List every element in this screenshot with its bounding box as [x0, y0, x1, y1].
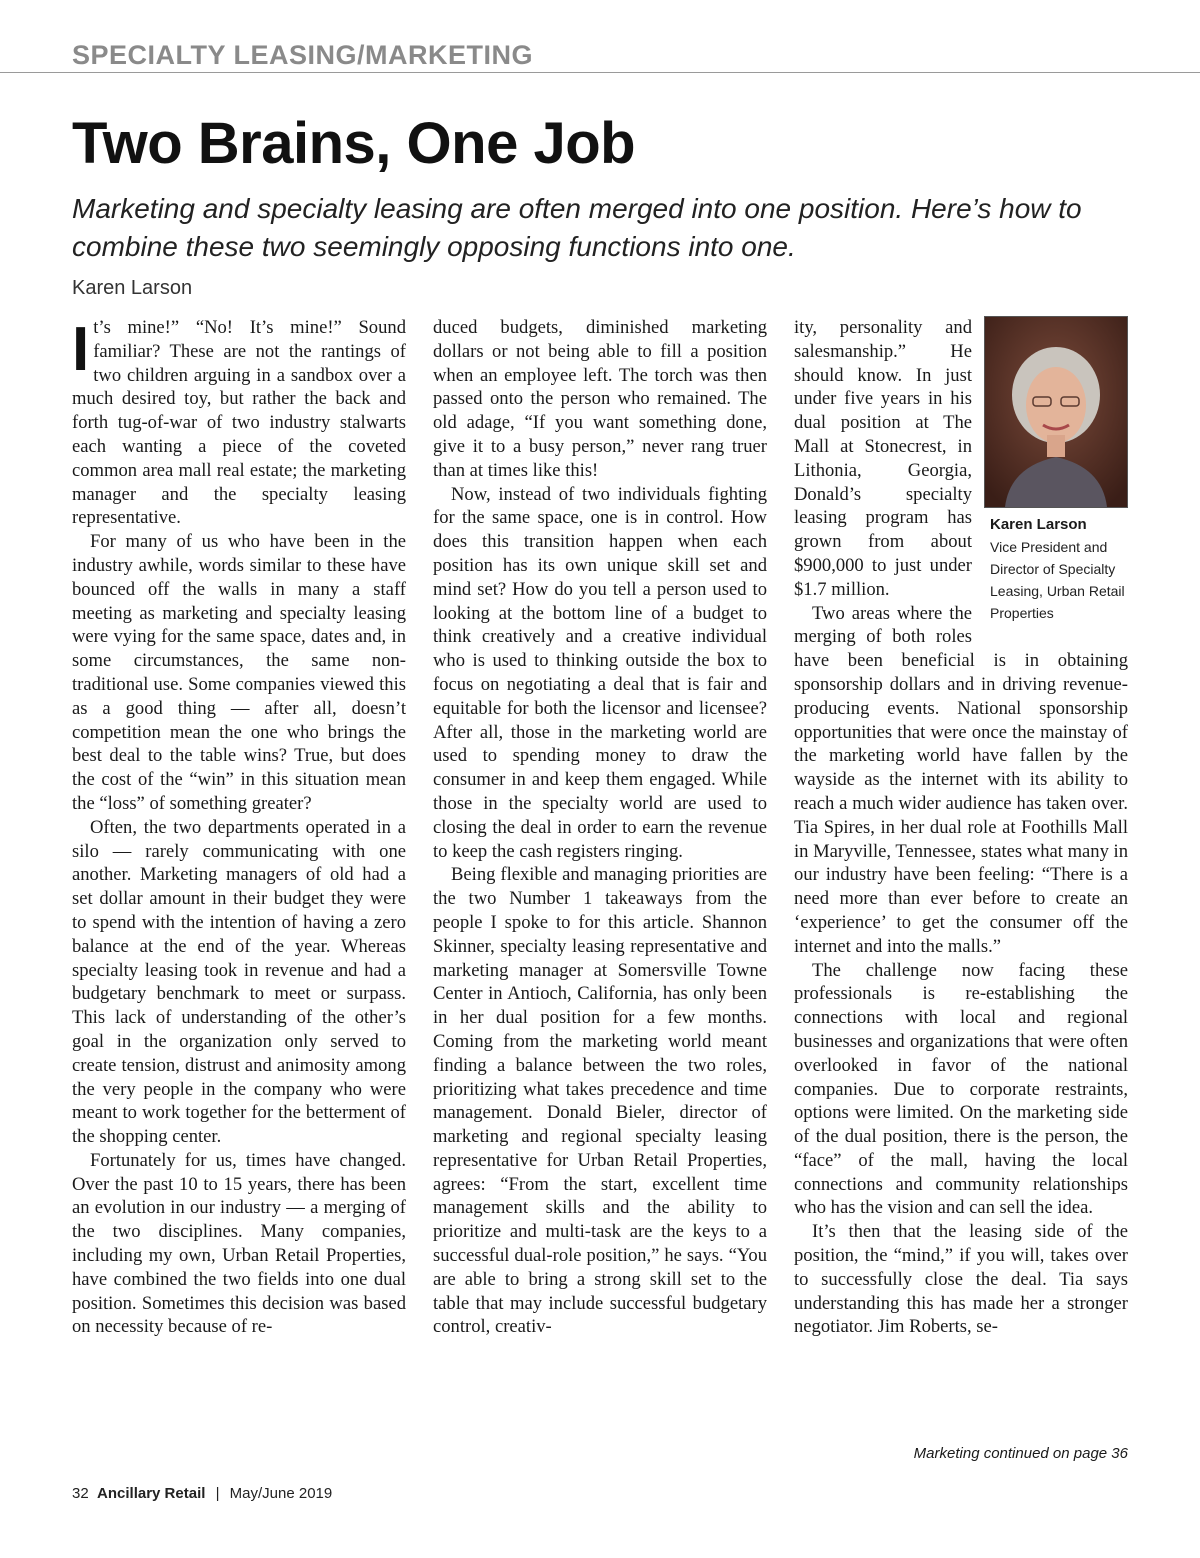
author-photo: [984, 316, 1128, 508]
drop-cap: I: [72, 315, 90, 384]
caption-title: Vice President and Director of Specialty Leasing, Urban Retail Properties: [990, 539, 1125, 621]
paragraph: ity, personality and salesmanship.” He should know. In just under five years in his dual position at The Mall at Stonecrest, in Lithonia, Georgia, Donald’s specialty leasing program has grown from about $900,000 to just under $1.7 million.: [794, 317, 972, 600]
continued-note: Marketing continued on page 36: [913, 1445, 1128, 1462]
caption-name: Karen Larson: [990, 516, 1087, 533]
paragraph: It’s mine!” “No! It’s mine!” Sound familiar? These are not the rantings of two children arguing in a sandbox over a much desired toy, but rather the back and forth tug-of-war of two industry stalwarts each wanting a piece of the coveted common area mall real estate; the marketing manager and the specialty leasing representative.: [72, 315, 406, 529]
paragraph: Now, instead of two individuals fighting for the same space, one is in control. How does this transition happen when each position has its own unique skill set and mind set? How do you tell a person used to looking at the bottom line of a budget to think creatively and a creative individual who is used to thinking outside the box to focus on negotiating a deal that is fair and equitable for both the licensor and licensee? After all, those in the marketing world are used to spending money to draw the consumer in and keep them engaged. While those in the specialty world are used to closing the deal in order to earn the revenue to keep the cash registers ringing.: [433, 483, 767, 862]
page-number: 32: [72, 1485, 89, 1502]
paragraph: Fortunately for us, times have changed. Over the past 10 to 15 years, there has been an evolution in our industry — a merging of the two disciplines. Many companies, including my own, Urban Retail Properties, have combined the two fields into one dual position. Sometimes this decision was based on necessity because of re-: [72, 1149, 406, 1338]
footer-separator: |: [215, 1485, 220, 1502]
paragraph: It’s then that the leasing side of the position, the “mind,” if you will, takes over to successfully close the deal. Tia says understanding this has made her a stronger negotiator. Jim Roberts, se-: [794, 1221, 1128, 1338]
byline: Karen Larson: [72, 277, 193, 299]
article-deck: Marketing and specialty leasing are often merged into one position. Here’s how to combine these two seemingly opposing functions into one.: [72, 193, 1082, 262]
paragraph: Often, the two departments operated in a silo — rarely communicating with one another. Marketing managers of old had a set dollar amount in their budget they were to spend with the intention of having a zero balance at the end of the year. Whereas specialty leasing took in revenue and had a budgetary benchmark to meet or surpass. This lack of understanding of the other’s goal in the organization only served to create tension, distrust and animosity among the very people in the company who were meant to work together for the betterment of the shopping center.: [72, 816, 406, 1148]
paragraph: For many of us who have been in the industry awhile, words similar to these have bounced off the walls in many a staff meeting as marketing and specialty leasing were vying for the same space, dates and, in some circumstances, the same non-traditional use. Some companies viewed this as a good thing — after all, doesn’t competition mean the one who brings the best deal to the table wins? True, but does the cost of the “win” in this situation mean the “loss” of something greater?: [72, 531, 406, 814]
photo-caption: [984, 514, 1128, 624]
page-footer: [72, 1485, 332, 1502]
section-label: SPECIALTY LEASING/MARKETING: [72, 40, 534, 70]
author-photo-block: [984, 316, 1128, 624]
column-2: [433, 316, 767, 1339]
paragraph: duced budgets, diminished marketing dollars or not being able to fill a position when an employee left. The torch was then passed onto the person who remained. The old adage, “If you want something done, give it to a busy person,” never rang truer than at times like this!: [433, 317, 767, 481]
article-headline: Two Brains, One Job: [72, 111, 636, 176]
column-3: [794, 316, 1128, 1339]
header-rule: [0, 72, 1200, 73]
publication-name: Ancillary Retail: [97, 1485, 206, 1502]
issue-date: May/June 2019: [229, 1485, 333, 1502]
paragraph: Being flexible and managing priorities are the two Number 1 takeaways from the people I spoke to for this article. Shannon Skinner, specialty leasing representative and marketing manager at Somersville Towne Center in Antioch, California, has only been in her dual position for a few months. Coming from the marketing world meant finding a balance between the two roles, prioritizing what takes precedence and time management. Donald Bieler, director of marketing and regional specialty leasing representative for Urban Retail Properties, agrees: “From the start, excellent time management skills and the ability to prioritize and multi-task are the keys to a successful dual-role position,” he says. “You are able to bring a strong skill set to the table that may include successful budgetary control, creativ-: [433, 864, 767, 1338]
column-1: [72, 316, 406, 1339]
paragraph: Two areas where the merging of both roles have been beneficial is in obtaining sponsorship dollars and in driving revenue-producing events. National sponsorship opportunities that were once the mainstay of the marketing world have fallen by the wayside as the internet with its ability to reach a much wider audience has taken over. Tia Spires, in her dual role at Foothills Mall in Maryville, Tennessee, states what many in our industry have been feeling: “There is a need more than ever before to create an ‘experience’ to get the consumer off the internet and into the malls.”: [794, 602, 1128, 957]
paragraph: The challenge now facing these professionals is re-establishing the connections with local and regional businesses and organizations that were often overlooked in favor of the national companies. Due to corporate restraints, options were limited. On the marketing side of the dual position, there is the person, the “face” of the mall, having the local connections and community relationships who has the vision and can sell the idea.: [794, 959, 1128, 1219]
